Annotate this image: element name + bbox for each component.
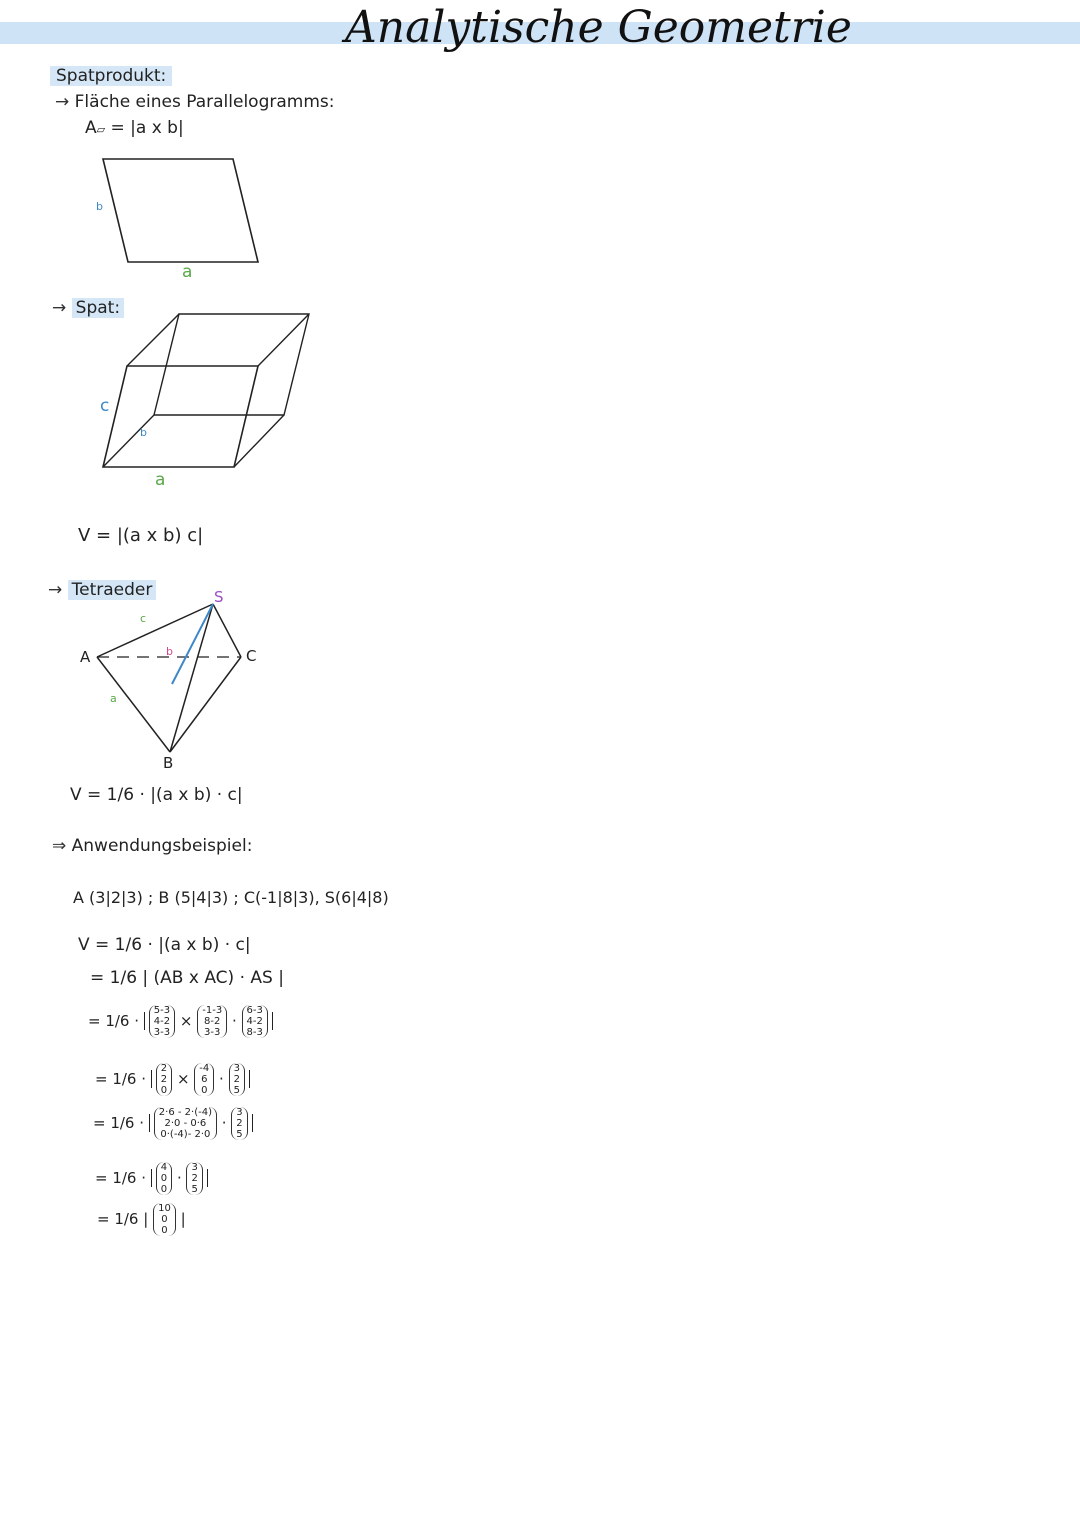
tetraeder-volume-formula: V = 1/6 · |(a x b) · c| [70,785,243,805]
matrix-cell: 6-3 [246,1005,263,1016]
matrix-cell: 3 [191,1162,198,1173]
step-6-matrix-1 [156,1162,172,1195]
step-6-abs: 4 0 0 · 3 2 5 [151,1169,208,1187]
matrix-cell: 3-3 [153,1027,171,1038]
step-7-prefix: = 1/6 | [97,1210,149,1228]
step-4-matrix-1 [156,1063,172,1096]
matrix-cell: 2 [191,1173,198,1184]
matrix-cell: 2·0 - 0·6 [164,1118,207,1129]
area-formula-rhs: = |a x b| [110,118,184,138]
step-4-abs: 2 2 0 × -4 6 0 · 3 2 5 [151,1070,250,1088]
step-3-matrix-2 [197,1005,227,1038]
step-3-matrix-3 [242,1005,268,1038]
matrix-cell: 3 [236,1107,243,1118]
matrix-cell: 0·(-4)- 2·0 [160,1129,211,1140]
step-4-prefix: = 1/6 · [95,1070,147,1088]
abs-bar: | [180,1210,186,1228]
step-4-matrix-3 [229,1063,245,1096]
matrix-cell: 0 [160,1173,168,1184]
matrix-cell: 2 [160,1063,168,1074]
matrix-cell: -1-3 [202,1005,223,1016]
matrix-cell: 3 [233,1063,240,1074]
step-7-matrix-1 [153,1203,176,1236]
matrix-cell: 4-2 [153,1016,171,1027]
tetraeder-vertex-b: B [163,754,174,772]
beispiel-step-7 [97,1203,186,1236]
matrix-cell: 0 [160,1085,168,1096]
matrix-cell: -4 [199,1063,210,1074]
beispiel-step-2: = 1/6 | (AB x AC) · AS | [90,968,284,988]
matrix-cell: 5 [236,1129,243,1140]
parallelogram-text: Fläche eines Parallelogramms: [74,92,335,112]
page-title: Analytische Geometrie [345,2,852,53]
beispiel-step-3 [88,1005,273,1038]
matrix-cell: 10 [158,1203,171,1214]
step-5-abs: 2·6 - 2·(-4) 2·0 - 0·6 0·(-4)- 2·0 · 3 2 5 [149,1114,253,1132]
matrix-cell: 0 [160,1184,168,1195]
step-5-matrix-1 [154,1107,217,1140]
step-4-matrix-2 [194,1063,214,1096]
matrix-cell: 4 [160,1162,168,1173]
tetraeder-vertex-a: A [80,648,91,666]
matrix-cell: 2 [233,1074,240,1085]
area-formula-lhs: A [85,118,97,138]
beispiel-points: A (3|2|3) ; B (5|4|3) ; C(-1|8|3), S(6|4|8) [73,888,389,907]
step-5-prefix: = 1/6 · [93,1114,145,1132]
spat-label-a: a [155,470,166,490]
beispiel-step-1: V = 1/6 · |(a x b) · c| [78,935,251,955]
beispiel-step-5 [93,1107,253,1140]
matrix-cell: 8-3 [246,1027,263,1038]
beispiel-step-6 [95,1162,208,1195]
matrix-cell: 0 [161,1214,168,1225]
matrix-cell: 2 [236,1118,243,1129]
matrix-cell: 0 [161,1225,168,1236]
matrix-cell: 2 [160,1074,168,1085]
step-3-prefix: = 1/6 · [88,1012,140,1030]
tetraeder-label-c: c [140,612,147,625]
parallelogram-label-b: b [96,200,103,213]
tetraeder-heading: Tetraeder [68,580,157,600]
matrix-cell: 0 [201,1085,208,1096]
step-3-matrix-1 [149,1005,175,1038]
beispiel-step-4 [95,1063,250,1096]
beispiel-line [52,836,252,856]
tetraeder-label-b: b [166,645,173,658]
matrix-cell: 5 [191,1184,198,1195]
spat-heading: Spat: [72,298,124,318]
matrix-cell: 5 [233,1085,240,1096]
tetraeder-vertex-c: C [246,647,257,665]
double-arrow-right-icon: ⇒ [52,836,72,856]
spat-volume-formula: V = |(a x b) c| [78,525,204,546]
arrow-right-icon: → [55,92,75,112]
arrow-right-icon: → [52,298,72,318]
matrix-cell: 6 [201,1074,208,1085]
matrix-cell: 8-2 [204,1016,221,1027]
arrow-right-icon: → [48,580,68,600]
step-5-matrix-3 [231,1107,247,1140]
spat-label-b: b [140,426,147,439]
matrix-cell: 2·6 - 2·(-4) [158,1107,212,1118]
matrix-cell: 4-2 [246,1016,263,1027]
spat-label-c: c [100,396,110,416]
tetraeder-label-a: a [110,692,117,705]
step-6-prefix: = 1/6 · [95,1169,147,1187]
parallelogram-symbol-icon: ▱ [96,123,106,136]
spatprodukt-heading: Spatprodukt: [50,66,172,86]
matrix-cell: 5-3 [153,1005,171,1016]
tetraeder-vertex-s: S [214,588,224,606]
step-3-abs: 5-3 4-2 3-3 × -1-3 8-2 3-3 · 6-3 4-2 8-3 [144,1012,273,1030]
step-6-matrix-3 [186,1162,202,1195]
parallelogram-label-a: a [182,262,193,282]
matrix-cell: 3-3 [204,1027,221,1038]
beispiel-heading: Anwendungsbeispiel: [71,836,253,856]
